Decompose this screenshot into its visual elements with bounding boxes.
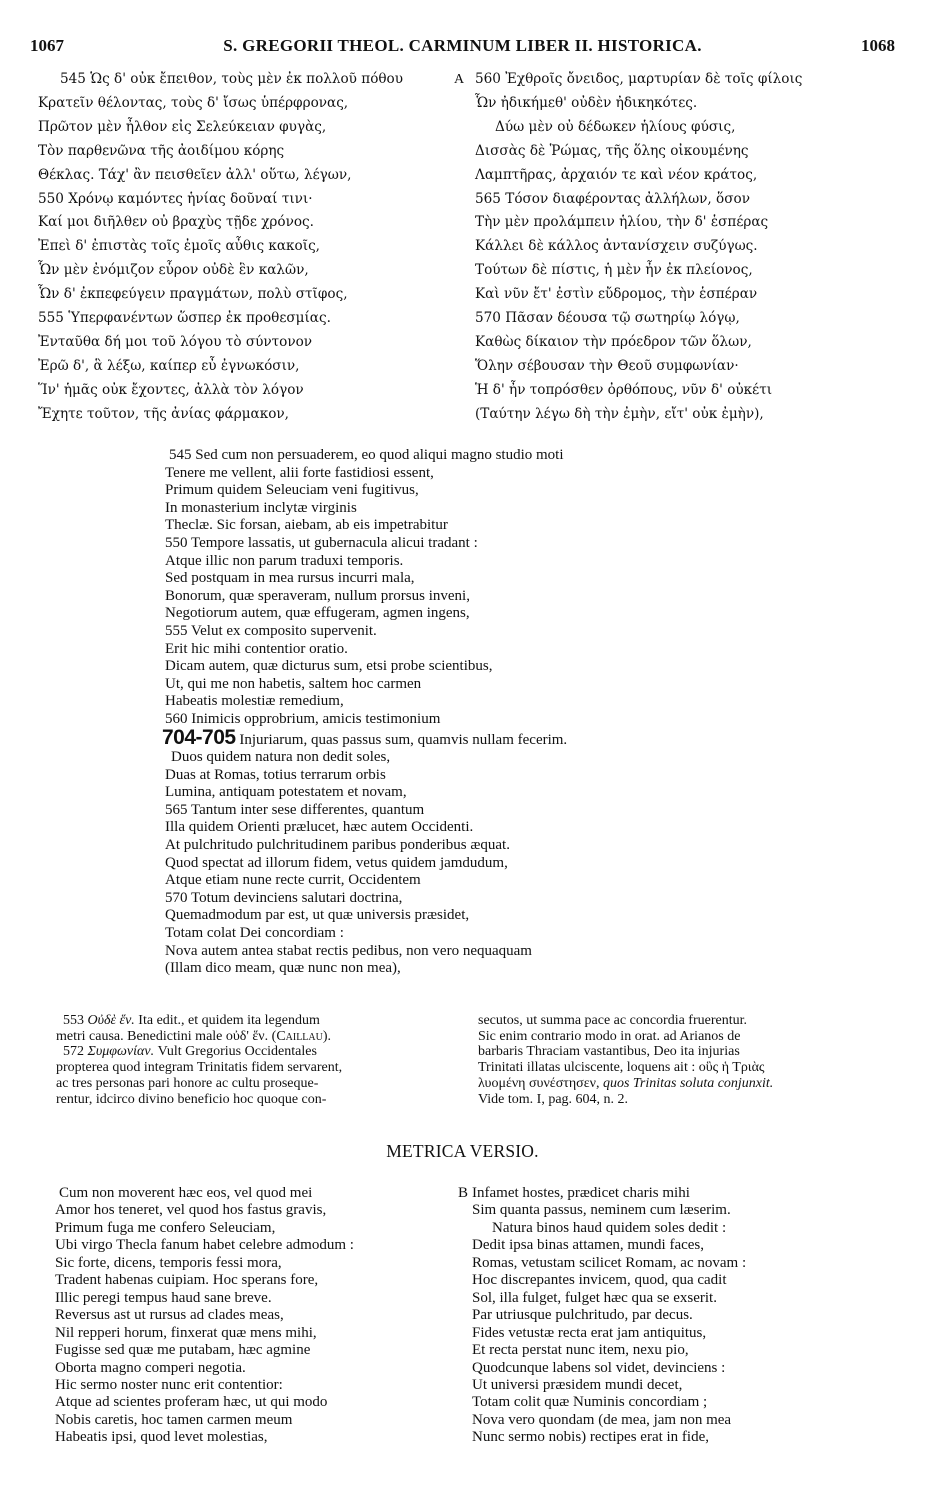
latin-verse-line: Duos quidem natura non dedit soles,	[171, 749, 391, 766]
metrica-verse-line: Et recta perstat nunc item, nexu pio,	[472, 1342, 689, 1359]
note-text: ).	[322, 1028, 332, 1044]
metrica-verse-line: Totam colit quæ Numinis concordiam ;	[472, 1394, 708, 1411]
latin-line-with-column-number	[162, 725, 568, 750]
greek-verse-line: Τὴν μὲν προλάμπειν ἡλίου, τὴν δ' ἑσπέρας	[475, 214, 769, 231]
greek-verse-line: Κάλλει δὲ κάλλος ἀντανίσχειν συζύγως.	[475, 238, 758, 255]
metrica-verse-line: Natura binos haud quidem soles dedit :	[492, 1219, 727, 1236]
greek-verse-line: Ὅλην σέβουσαν τὴν Θεοῦ συμφωνίαν·	[475, 357, 739, 374]
greek-verse-line: Δισσὰς δὲ Ῥώμας, τῆς ὅλης οἰκουμένης	[475, 142, 749, 159]
latin-verse-line: Tenere me vellent, alii forte fastidiosi essent,	[165, 464, 434, 481]
latin-line-text: Injuriarum, quas passus sum, quamvis nullam fecerim.	[235, 731, 568, 748]
latin-verse-line: Habeatis molestiæ remedium,	[165, 693, 344, 710]
greek-verse-line: Καὶ νῦν ἔτ' ἐστὶν εὔδρομος, τὴν ἑσπέραν	[475, 286, 758, 303]
column-marker-a: A	[454, 72, 465, 87]
footnote-line: ac tres personas pari honore ac cultu proseque-	[56, 1075, 319, 1091]
latin-verse-line: Erit hic mihi contentior oratio.	[165, 640, 348, 657]
greek-verse-line: Λαμπτῆρας, ἀρχαιόν τε καὶ νέον κράτος,	[475, 166, 758, 183]
metrica-verse-line: Dedit ipsa binas attamen, mundi faces,	[472, 1237, 705, 1254]
footnote-553-line-1	[56, 1013, 454, 1029]
metrica-verse-line: Reversus ast ut rursus ad clades meas,	[55, 1307, 284, 1324]
latin-verse-line: Primum quidem Seleuciam veni fugitivus,	[165, 482, 419, 499]
greek-verse-line: Ὧν ἠδικήμεθ' οὐδὲν ἠδικηκότες.	[475, 94, 698, 111]
latin-verse-line: Dicam autem, quæ dicturus sum, etsi probe scientibus,	[165, 658, 493, 675]
greek-verse-line: Κρατεῖν θέλοντας, τοὺς δ' ἴσως ὑπέρφρονας,	[38, 94, 349, 111]
latin-verse-line: Duas at Romas, totius terrarum orbis	[165, 766, 386, 783]
footnote-line: Trinitati illatas ulciscente, loquens ait : οὓς ἡ Τριὰς	[478, 1060, 765, 1076]
latin-verse-line: 555 Velut ex composito supervenit.	[165, 622, 377, 639]
greek-verse-line: 565 Τόσον διαφέροντας ἀλλήλων, ὅσον	[475, 190, 750, 207]
latin-verse-line: Illa quidem Orienti prælucet, hæc autem Occidenti.	[165, 819, 474, 836]
footnotes-right	[478, 1013, 893, 1107]
greek-verse-line: Ὧν μὲν ἐνόμιζον εὗρον οὐδὲ ἓν καλῶν,	[38, 262, 309, 279]
metrica-verse-line: Ubi virgo Thecla fanum habet celebre admodum :	[55, 1237, 354, 1254]
latin-verse-line: Atque etiam nune recte currit, Occidentem	[165, 872, 421, 889]
footnote-line	[478, 1076, 893, 1092]
footnote-italic: quos Trinitas soluta conjunxit.	[602, 1075, 774, 1091]
latin-verse-line: Totam colat Dei concordiam :	[165, 925, 344, 942]
metrica-verse-line: Hic sermo noster nunc erit contentior:	[55, 1376, 283, 1393]
greek-verse-line: 545 Ὡς δ' οὐκ ἔπειθον, τοὺς μὲν ἐκ πολλοῦ πόθου	[60, 71, 404, 87]
greek-verse-line: Καθὼς δίκαιον τὴν πρόεδρον τῶν ὅλων,	[475, 333, 752, 350]
footnote-line: Vide tom. I, pag. 604, n. 2.	[478, 1091, 629, 1107]
metrica-verse-line: Nova vero quondam (de mea, jam non mea	[472, 1411, 732, 1428]
metrica-verse-line: Illic peregi tempus haud sane breve.	[55, 1289, 272, 1306]
running-title: S. GREGORII THEOL. CARMINUM LIBER II. HISTORICA.	[223, 36, 702, 55]
greek-verse-line: (Ταύτην λέγω δὴ τὴν ἐμὴν, εἴτ' οὐκ ἐμὴν),	[475, 405, 764, 422]
metrica-verse-line: Hoc discrepantes invicem, quod, qua cadit	[472, 1272, 727, 1289]
latin-verse-line: Negotiorum autem, quæ effugeram, agmen ingens,	[165, 605, 470, 622]
greek-verse-line: Ἡ δ' ἦν τοπρόσθεν ὀρθόπους, νῦν δ' οὐκέτι	[475, 381, 773, 398]
greek-verse-line: 560 Ἐχθροῖς ὄνειδος, μαρτυρίαν δὲ τοῖς φίλοις	[475, 71, 803, 87]
column-number: 704-705	[162, 725, 236, 749]
latin-verse-line: At pulchritudo pulchritudinem paribus ponderibus æquat.	[165, 837, 510, 854]
footnote-line: barbaris Thraciam vastantibus, Deo ita injurias	[478, 1044, 740, 1060]
note-text: metri causa. Benedictini male οὐδ' ἕν. (	[56, 1028, 277, 1044]
footnote-553-line-2	[56, 1029, 454, 1045]
footnote-line: propterea quod integram Trinitatis fidem servarent,	[56, 1060, 343, 1076]
latin-translation-part-2	[165, 749, 567, 978]
latin-verse-line: 570 Totum devinciens salutari doctrina,	[165, 889, 403, 906]
metrica-verse-line: Nunc sermo nobis) rectipes erat in fide,	[472, 1429, 710, 1446]
latin-verse-line: Bonorum, quæ speraveram, nullum prorsus inveni,	[165, 587, 470, 604]
metrica-verse-line: Tradent habenas cuipiam. Hoc sperans fore,	[55, 1272, 319, 1289]
greek-verse-line: Θέκλας. Τάχ' ἂν πεισθεῖεν ἀλλ' οὕτω, λέγων,	[38, 166, 352, 183]
greek-verse-line: Ἵν' ἡμᾶς οὐκ ἔχοντες, ἀλλὰ τὸν λόγον	[38, 381, 304, 398]
metrica-verse-line: Par utriusque pulchritudo, par decus.	[472, 1307, 693, 1324]
greek-verse-line: Πρῶτον μὲν ἦλθον εἰς Σελεύκειαν φυγὰς,	[38, 118, 327, 135]
latin-verse-line: 560 Inimicis opprobrium, amicis testimonium	[165, 710, 441, 727]
latin-verse-line: In monasterium inclytæ virginis	[165, 499, 357, 516]
greek-text-right-column	[475, 68, 802, 427]
latin-verse-line: 545 Sed cum non persuaderem, eo quod aliqui magno studio moti	[169, 447, 564, 463]
note-lemma: Οὐδὲ ἕν.	[87, 1013, 135, 1028]
footnote-greek: λυομένη συνέστησεν,	[478, 1075, 603, 1091]
greek-verse-line: Ἐρῶ δ', ἃ λέξω, καίπερ εὖ ἐγνωκόσιν,	[38, 357, 300, 374]
metrica-verse-line: Romas, vetustam scilicet Romam, ac novam :	[472, 1254, 747, 1271]
metrica-verse-line: Cum non moverent hæc eos, vel quod mei	[59, 1185, 313, 1201]
footnote-line: rentur, idcirco divino beneficio hoc quoque con-	[56, 1091, 327, 1107]
page-number-right: 1068	[861, 36, 895, 55]
greek-verse-line: Δύω μὲν οὐ δέδωκεν ἡλίους φύσις,	[495, 118, 736, 135]
latin-verse-line: Nova autem antea stabat rectis pedibus, non vero nequaquam	[165, 942, 532, 959]
metrica-verse-line: Quodcunque labens sol videt, devinciens :	[472, 1359, 726, 1376]
greek-verse-line: 570 Πᾶσαν δέουσα τῷ σωτηρίῳ λόγῳ,	[475, 310, 740, 327]
metrica-verse-line: Oborta magno comperi negotia.	[55, 1359, 246, 1376]
footnote-572-continued	[56, 1060, 454, 1107]
metrica-verse-line: Nobis caretis, hoc tamen carmen meum	[55, 1411, 293, 1428]
note-text: Vult Gregorius Occidentales	[154, 1044, 317, 1060]
metrica-versio-right	[458, 1185, 746, 1447]
metrica-verse-line: Amor hos teneret, vel quod hos fastus gravis,	[55, 1202, 327, 1219]
metrica-verse-line: Sim quanta passus, neminem cum læserim.	[472, 1202, 731, 1219]
latin-translation	[162, 447, 568, 978]
section-title: METRICA VERSIO.	[386, 1141, 539, 1161]
latin-verse-line: Quemadmodum par est, ut quæ universis præsidet,	[165, 907, 470, 924]
note-lemma: Συμφωνίαν.	[87, 1044, 155, 1060]
greek-verse-line: Ἔχητε τοῦτον, τῆς ἀνίας φάρμακον,	[38, 405, 290, 422]
latin-verse-line: Atque illic non parum traduxi temporis.	[165, 552, 404, 569]
metrica-verse-line: Fugisse sed quæ me putabam, hæc agmine	[55, 1342, 311, 1359]
note-author: Caillau	[276, 1028, 323, 1044]
running-header	[30, 36, 895, 58]
greek-verse-line: Τούτων δὲ πίστις, ἡ μὲν ἦν ἐκ πλείονος,	[475, 262, 753, 279]
latin-verse-line: Lumina, antiquam potestatem et novam,	[165, 784, 407, 801]
page-number-left: 1067	[30, 36, 64, 55]
metrica-verse-line: Ut universi præsidem mundi decet,	[472, 1376, 683, 1393]
metrica-verse-line: Primum fuga me confero Seleuciam,	[55, 1219, 276, 1236]
greek-verse-line: 555 Ὑπερφανέντων ὥσπερ ἐκ προθεσμίας.	[38, 310, 331, 327]
footnotes-left	[56, 1013, 454, 1107]
latin-verse-line: Ut, qui me non habetis, saltem hoc carmen	[165, 675, 422, 692]
footnote-line: Sic enim contrario modo in orat. ad Arianos de	[478, 1028, 741, 1044]
footnote-572-line-1	[56, 1044, 454, 1060]
greek-verse-line: Ἐπεὶ δ' ἐπιστὰς τοῖς ἐμοῖς αὖθις κακοῖς,	[38, 238, 320, 255]
greek-text-left-column	[38, 68, 403, 427]
greek-verse-line: Καί μοι διῆλθεν οὐ βραχὺς τῇδε χρόνος.	[38, 214, 314, 231]
latin-translation-part-1	[165, 447, 567, 729]
footnote-line: secutos, ut summa pace ac concordia fruerentur.	[478, 1013, 748, 1028]
metrica-verse-line: Sol, illa fulget, fulget hæc qua se exserit.	[472, 1289, 717, 1306]
metrica-verse-line: Sic forte, dicens, temporis fessi mora,	[55, 1254, 282, 1271]
metrica-verse-line	[458, 1185, 746, 1202]
metrica-versio-left	[55, 1185, 354, 1447]
note-text: Ita edit., et quidem ita legendum	[134, 1013, 320, 1028]
metrica-verse-line: Nil repperi horum, finxerat quæ mens mihi,	[55, 1324, 317, 1341]
metrica-verse-line: Habeatis ipsi, quod levet molestias,	[55, 1429, 268, 1446]
latin-verse-line: 550 Tempore lassatis, ut gubernacula alicui tradant :	[165, 534, 478, 551]
metrica-verse-line: Fides vetustæ recta erat jam antiquitus,	[472, 1324, 707, 1341]
greek-verse-line: 550 Χρόνῳ καμόντες ἡνίας δοῦναί τινι·	[38, 190, 313, 207]
latin-verse-line: (Illam dico meam, quæ nunc non mea),	[165, 960, 401, 977]
greek-verse-line: Τὸν παρθενῶνα τῆς ἀοιδίμου κόρης	[38, 142, 285, 159]
latin-verse-line: Quod spectat ad illorum fidem, vetus quidem jamdudum,	[165, 854, 508, 871]
latin-verse-line: Sed postquam in mea rursus incurri mala,	[165, 570, 415, 587]
metrica-verse-text: Infamet hostes, prædicet charis mihi	[472, 1185, 690, 1201]
greek-verse-line: Ἐνταῦθα δή μοι τοῦ λόγου τὸ σύντονον	[38, 333, 313, 350]
note-number: 553	[63, 1013, 84, 1028]
metrica-verse-line: Atque ad scientes proferam hæc, ut qui modo	[55, 1394, 328, 1411]
column-marker-b: B	[458, 1185, 469, 1201]
latin-verse-line: 565 Tantum inter sese differentes, quantum	[165, 801, 425, 818]
latin-verse-line: Theclæ. Sic forsan, aiebam, ab eis impetrabitur	[165, 517, 448, 534]
greek-verse-line: Ὧν δ' ἐκπεφεύγειν πραγμάτων, πολὺ στῖφος,	[38, 286, 348, 303]
note-number: 572	[63, 1044, 84, 1060]
